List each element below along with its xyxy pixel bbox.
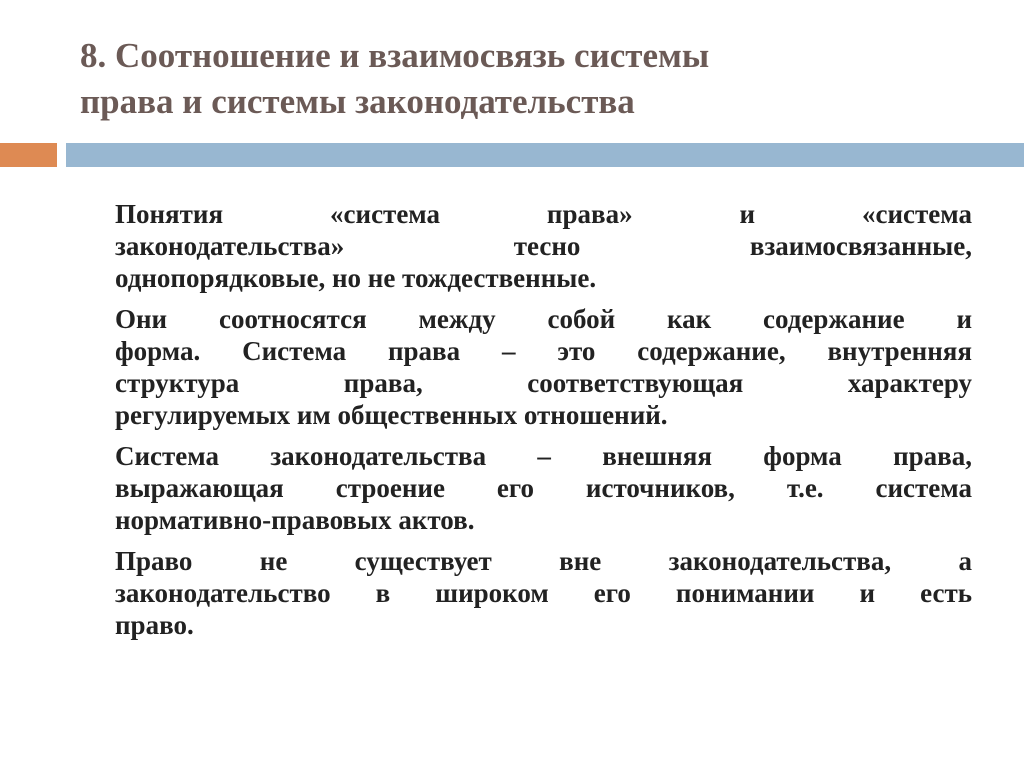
paragraph-1-line-3: однопорядковые, но не тождественные. [115,263,597,293]
paragraph-2-line-3: структура права, соответствующая характеру [115,368,972,398]
paragraph-3-line-2: выражающая строение его источников, т.е. система [115,473,972,503]
slide-title-line-1: 8. Соотношение и взаимосвязь системы [80,36,710,75]
accent-bar-blue [66,143,1024,167]
accent-bar-orange [0,143,57,167]
paragraph-1 [115,198,972,294]
paragraph-2 [115,303,972,431]
paragraph-3 [115,440,972,536]
slide-body [115,198,972,650]
paragraph-2-line-4: регулируемых им общественных отношений. [115,400,668,430]
paragraph-4-line-3: право. [115,610,194,640]
paragraph-3-line-1: Система законодательства – внешняя форма права, [115,441,972,471]
paragraph-1-line-2: законодательства» тесно взаимосвязанные, [115,231,972,261]
paragraph-2-line-2: форма. Система права – это содержание, внутренняя [115,336,972,366]
paragraph-4 [115,545,972,641]
slide-title-line-2: права и системы законодательства [80,82,635,121]
paragraph-1-line-1: Понятия «система права» и «система [115,199,972,229]
slide-title [80,33,980,125]
paragraph-4-line-1: Право не существует вне законодательства, а [115,546,972,576]
paragraph-4-line-2: законодательство в широком его понимании и есть [115,578,972,608]
paragraph-2-line-1: Они соотносятся между собой как содержание и [115,304,972,334]
paragraph-3-line-3: нормативно-правовых актов. [115,505,475,535]
